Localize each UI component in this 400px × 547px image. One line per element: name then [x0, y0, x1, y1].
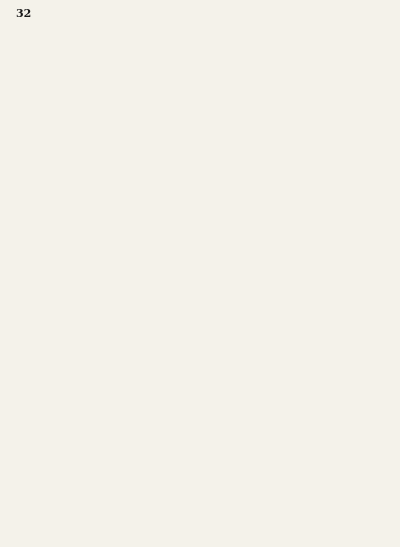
right-column — [205, 25, 386, 537]
entry-columns — [16, 25, 386, 537]
left-column — [16, 25, 197, 537]
page-number: 32 — [16, 7, 32, 20]
